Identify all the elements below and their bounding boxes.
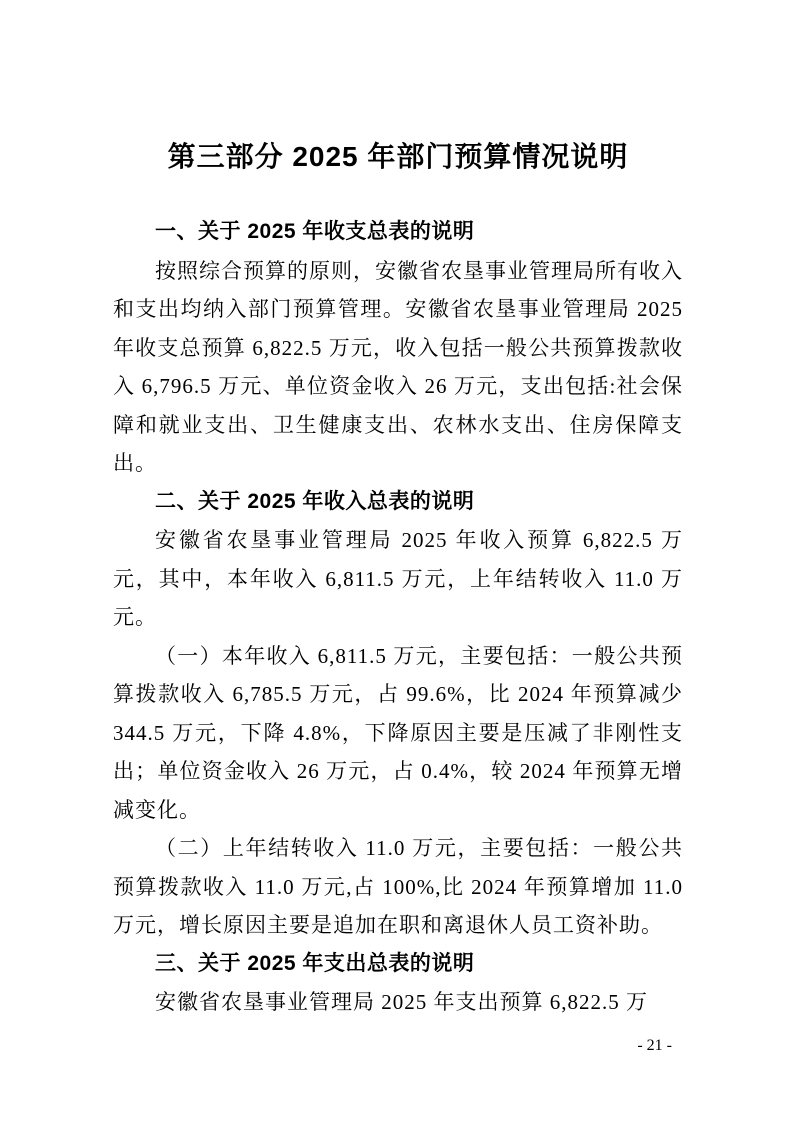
document-body (113, 213, 683, 1022)
body-paragraph: 按照综合预算的原则，安徽省农垦事业管理局所有收入和支出均纳入部门预算管理。安徽省农垦事业管理局 2025 年收支总预算 6,822.5 万元，收入包括一般公共预算拨款收入 6,796.5 万元、单位资金收入 26 万元，支出包括:社会保障和就业支出、卫生健康支出、农林水支出、住房保障支出。 (113, 258, 683, 475)
page-footer (637, 1037, 672, 1055)
page-number: - 21 - (637, 1037, 672, 1054)
section-heading: 一、关于 2025 年收支总表的说明 (155, 220, 475, 243)
document-content (113, 138, 683, 1022)
body-paragraph: （二）上年结转收入 11.0 万元，主要包括：一般公共预算拨款收入 11.0 万元,占 100%,比 2024 年预算增加 11.0 万元，增长原因主要是追加在职和离退休人员工资补助。 (113, 836, 683, 937)
document-title: 第三部分 2025 年部门预算情况说明 (167, 141, 629, 172)
section-heading: 三、关于 2025 年支出总表的说明 (155, 951, 475, 975)
body-paragraph: （一）本年收入 6,811.5 万元，主要包括：一般公共预算拨款收入 6,785.5 万元，占 99.6%，比 2024 年预算减少 344.5 万元，下降 4.8%，下降原因主要是压减了非刚性支出；单位资金收入 26 万元，占 0.4%，较 2024 年预算无增减变化。 (113, 643, 683, 822)
body-paragraph: 安徽省农垦事业管理局 2025 年支出预算 6,822.5 万 (155, 990, 648, 1014)
body-paragraph: 安徽省农垦事业管理局 2025 年收入预算 6,822.5 万元，其中，本年收入 6,811.5 万元，上年结转收入 11.0 万元。 (113, 528, 683, 629)
section-heading: 二、关于 2025 年收入总表的说明 (155, 489, 475, 513)
